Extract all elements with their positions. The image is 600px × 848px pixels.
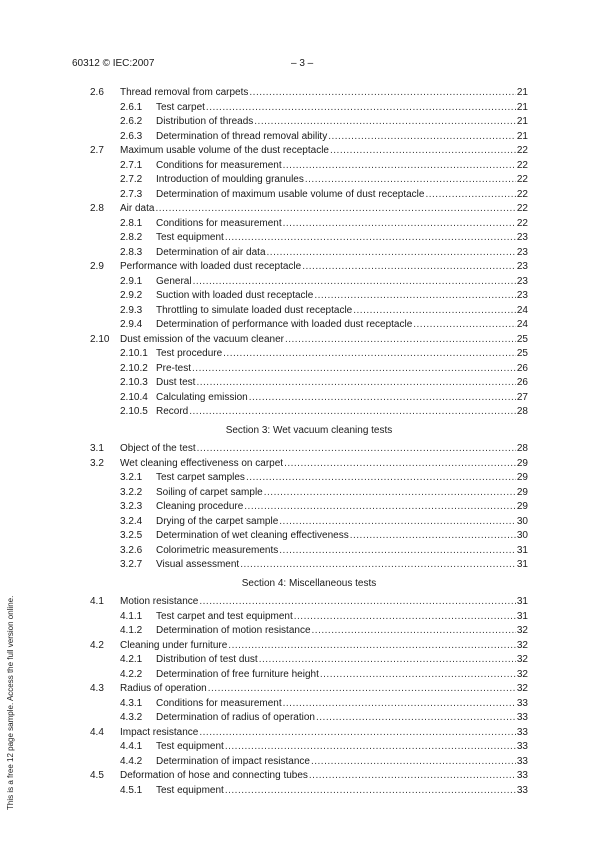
dot-leader — [353, 304, 516, 319]
toc-entry-number: 2.8.1 — [120, 217, 143, 229]
toc-entry-page: 22 — [516, 174, 528, 185]
toc-entry[interactable] — [90, 769, 528, 784]
dot-leader — [314, 289, 516, 304]
toc-entry-page: 24 — [516, 319, 528, 330]
toc-entry[interactable] — [90, 130, 528, 145]
toc-entry[interactable] — [90, 144, 528, 159]
toc-entry-page: 32 — [516, 683, 528, 694]
toc-entry[interactable] — [90, 362, 528, 377]
standard-reference: 60312 © IEC:2007 — [72, 58, 155, 69]
toc-entry-number: 4.3 — [90, 683, 104, 694]
dot-leader — [413, 318, 516, 333]
toc-entry-title: Performance with loaded dust receptacle — [120, 261, 302, 272]
toc-entry-number: 4.1.1 — [120, 610, 143, 622]
toc-entry[interactable] — [90, 217, 528, 232]
toc-entry-page: 21 — [516, 130, 528, 142]
toc-entry-title: Visual assessment — [156, 559, 240, 570]
toc-entry[interactable] — [90, 347, 528, 362]
toc-entry-page: 33 — [516, 784, 528, 796]
toc-entry-title: Calculating emission — [156, 391, 248, 403]
dot-leader — [264, 486, 516, 501]
toc-entry[interactable] — [90, 246, 528, 261]
toc-entry-title: Air data — [120, 203, 155, 214]
toc-entry-page: 33 — [516, 712, 528, 723]
dot-leader — [283, 217, 516, 232]
toc-entry-title: Drying of the carpet sample — [156, 515, 279, 527]
toc-entry-number: 2.10.4 — [120, 391, 148, 403]
dot-leader — [328, 130, 516, 145]
toc-entry[interactable] — [90, 457, 528, 472]
dot-leader — [311, 755, 516, 770]
toc-entry-number: 3.2 — [90, 457, 104, 469]
toc-entry-title: Impact resistance — [120, 726, 199, 738]
toc-entry-page: 22 — [516, 145, 528, 156]
toc-entry-page: 32 — [516, 639, 528, 651]
toc-entry-number: 4.4.1 — [120, 741, 143, 752]
toc-entry-page: 28 — [516, 443, 528, 454]
toc-entry-page: 26 — [516, 377, 528, 388]
toc-entry-page: 33 — [516, 726, 528, 738]
toc-entry-title: Test procedure — [156, 348, 223, 359]
toc-entry-title: Test equipment — [156, 741, 224, 752]
toc-entry-number: 2.6.3 — [120, 130, 143, 142]
toc-entry-page: 22 — [516, 159, 528, 171]
toc-entry-page: 26 — [516, 362, 528, 374]
toc-entry-title: Determination of air data — [156, 246, 266, 258]
toc-entry-page: 23 — [516, 275, 528, 287]
toc-entry-title: Test carpet — [156, 101, 205, 113]
toc-entry-title: Cleaning procedure — [156, 501, 244, 512]
dot-leader — [189, 405, 516, 420]
dot-leader — [208, 682, 516, 697]
dot-leader — [425, 188, 515, 203]
toc-entry[interactable] — [90, 318, 528, 333]
toc-block-section-4 — [90, 595, 528, 798]
dot-leader — [225, 231, 516, 246]
toc-entry-title: Record — [156, 406, 189, 417]
toc-entry[interactable] — [90, 784, 528, 799]
toc-entry-number: 4.5 — [90, 770, 104, 781]
dot-leader — [330, 144, 516, 159]
toc-entry[interactable] — [90, 639, 528, 654]
toc-entry-page: 31 — [516, 544, 528, 556]
dot-leader — [240, 558, 516, 573]
dot-leader — [283, 159, 516, 174]
toc-entry-title: Soiling of carpet sample — [156, 486, 263, 498]
toc-entry-number: 2.8 — [90, 203, 104, 214]
sample-notice: This is a free 12 page sample. Access the full version online. — [6, 595, 15, 810]
dot-leader — [294, 610, 516, 625]
toc-entry[interactable] — [90, 486, 528, 501]
toc-entry-title: Test equipment — [156, 232, 224, 243]
toc-entry-title: Determination of maximum usable volume of dust receptacle — [156, 188, 425, 200]
toc-entry-page: 23 — [516, 261, 528, 272]
dot-leader — [309, 769, 516, 784]
toc-entry[interactable] — [90, 558, 528, 573]
toc-entry-number: 2.6 — [90, 87, 104, 98]
toc-entry[interactable] — [90, 275, 528, 290]
toc-entry-number: 2.9.1 — [120, 275, 143, 287]
dot-leader — [155, 202, 515, 217]
toc-entry-page: 23 — [516, 290, 528, 301]
toc-entry-title: Test carpet samples — [156, 472, 245, 483]
dot-leader — [223, 347, 516, 362]
toc-entry-title: Dust test — [156, 377, 196, 388]
dot-leader — [302, 260, 516, 275]
dot-leader — [199, 595, 516, 610]
toc-entry-number: 3.2.1 — [120, 472, 143, 483]
toc-entry-title: Determination of thread removal ability — [156, 130, 328, 142]
toc-entry[interactable] — [90, 159, 528, 174]
toc-entry-number: 4.3.2 — [120, 712, 143, 723]
toc-entry-number: 2.8.2 — [120, 232, 143, 243]
toc-entry[interactable] — [90, 711, 528, 726]
toc-entry[interactable] — [90, 188, 528, 203]
section-3-heading: Section 3: Wet vacuum cleaning tests — [225, 424, 393, 436]
toc-entry-title: Pre-test — [156, 362, 192, 374]
toc-entry[interactable] — [90, 471, 528, 486]
dot-leader — [259, 653, 516, 668]
toc-entry-title: Radius of operation — [120, 683, 207, 694]
toc-entry-title: Throttling to simulate loaded dust receptacle — [156, 304, 353, 316]
toc-entry-page: 31 — [516, 559, 528, 570]
dot-leader — [316, 711, 516, 726]
toc-entry[interactable] — [90, 376, 528, 391]
toc-entry-number: 2.7.1 — [120, 159, 143, 171]
toc-entry-title: Wet cleaning effectiveness on carpet — [120, 457, 284, 469]
toc-entry-title: Determination of free furniture height — [156, 668, 319, 680]
toc-block-section-3 — [90, 442, 528, 573]
toc-entry-number: 2.6.2 — [120, 116, 143, 127]
dot-leader — [249, 86, 515, 101]
toc-entry-title: Conditions for measurement — [156, 697, 282, 709]
toc-entry-title: Object of the test — [120, 443, 196, 454]
toc-entry-title: Introduction of moulding granules — [156, 174, 304, 185]
dot-leader — [197, 442, 516, 457]
dot-leader — [199, 726, 516, 741]
toc-entry-title: Suction with loaded dust receptacle — [156, 290, 314, 301]
table-of-contents — [90, 86, 528, 798]
toc-entry[interactable] — [90, 86, 528, 101]
toc-entry-number: 2.10.1 — [120, 348, 148, 359]
toc-entry[interactable] — [90, 595, 528, 610]
toc-entry-page: 30 — [516, 515, 528, 527]
dot-leader — [279, 544, 516, 559]
toc-entry[interactable] — [90, 304, 528, 319]
dot-leader — [267, 246, 516, 261]
toc-entry-number: 2.8.3 — [120, 246, 143, 258]
toc-entry-page: 29 — [516, 472, 528, 483]
toc-entry-page: 30 — [516, 530, 528, 541]
toc-entry-number: 4.3.1 — [120, 697, 143, 709]
toc-entry-number: 2.9 — [90, 261, 104, 272]
toc-entry-number: 4.2.1 — [120, 654, 143, 665]
toc-entry-number: 2.10.2 — [120, 362, 148, 374]
dot-leader — [225, 740, 516, 755]
toc-entry-number: 4.4.2 — [120, 755, 143, 767]
toc-entry[interactable] — [90, 668, 528, 683]
toc-entry-number: 2.10.5 — [120, 406, 148, 417]
dot-leader — [279, 515, 516, 530]
toc-entry-title: Determination of impact resistance — [156, 755, 310, 767]
toc-entry-number: 2.10.3 — [120, 377, 148, 388]
toc-entry-title: Determination of wet cleaning effectiveness — [156, 530, 349, 541]
toc-entry-number: 4.4 — [90, 726, 104, 738]
dot-leader — [192, 362, 516, 377]
toc-entry[interactable] — [90, 653, 528, 668]
toc-entry-title: Motion resistance — [120, 596, 199, 607]
toc-entry-page: 29 — [516, 486, 528, 498]
toc-entry-number: 3.2.2 — [120, 486, 143, 498]
dot-leader — [225, 784, 516, 799]
toc-entry[interactable] — [90, 289, 528, 304]
toc-entry-number: 2.7.2 — [120, 174, 143, 185]
toc-entry-title: Colorimetric measurements — [156, 544, 279, 556]
toc-entry[interactable] — [90, 682, 528, 697]
toc-entry[interactable] — [90, 529, 528, 544]
toc-entry[interactable] — [90, 726, 528, 741]
toc-entry-page: 21 — [516, 116, 528, 127]
dot-leader — [228, 639, 516, 654]
toc-entry[interactable] — [90, 697, 528, 712]
page-number: – 3 – — [291, 58, 314, 69]
toc-entry-page: 29 — [516, 457, 528, 469]
toc-entry[interactable] — [90, 101, 528, 116]
toc-entry-number: 2.9.4 — [120, 319, 143, 330]
dot-leader — [305, 173, 516, 188]
toc-entry[interactable] — [90, 115, 528, 130]
toc-entry-number: 3.2.6 — [120, 544, 143, 556]
toc-entry-title: Deformation of hose and connecting tubes — [120, 770, 308, 781]
dot-leader — [246, 471, 516, 486]
toc-entry-title: Conditions for measurement — [156, 159, 282, 171]
toc-block-section-2 — [90, 86, 528, 420]
toc-entry-title: Distribution of test dust — [156, 654, 258, 665]
toc-entry-number: 3.2.7 — [120, 559, 143, 570]
toc-entry-number: 2.9.2 — [120, 290, 143, 301]
toc-entry-number: 4.2 — [90, 639, 104, 651]
toc-entry-page: 22 — [516, 203, 528, 214]
toc-entry[interactable] — [90, 173, 528, 188]
toc-entry-page: 25 — [516, 348, 528, 359]
toc-entry-number: 3.2.5 — [120, 530, 143, 541]
dot-leader — [285, 333, 516, 348]
toc-entry-title: Test equipment — [156, 784, 224, 796]
toc-entry[interactable] — [90, 544, 528, 559]
toc-entry-page: 32 — [516, 654, 528, 665]
toc-entry-number: 3.2.4 — [120, 515, 143, 527]
toc-entry-page: 22 — [516, 217, 528, 229]
dot-leader — [244, 500, 516, 515]
toc-entry-page: 21 — [516, 101, 528, 113]
toc-entry[interactable] — [90, 391, 528, 406]
toc-entry-page: 22 — [516, 188, 528, 200]
toc-entry-page: 33 — [516, 770, 528, 781]
toc-entry-page: 24 — [516, 304, 528, 316]
dot-leader — [249, 391, 516, 406]
dot-leader — [320, 668, 516, 683]
toc-entry-page: 33 — [516, 741, 528, 752]
toc-entry-page: 27 — [516, 391, 528, 403]
toc-entry-page: 31 — [516, 610, 528, 622]
toc-entry-title: Test carpet and test equipment — [156, 610, 293, 622]
dot-leader — [193, 275, 516, 290]
toc-entry[interactable] — [90, 755, 528, 770]
toc-entry-page: 23 — [516, 232, 528, 243]
toc-entry-title: Maximum usable volume of the dust receptacle — [120, 145, 329, 156]
toc-entry[interactable] — [90, 202, 528, 217]
toc-entry-page: 32 — [516, 625, 528, 636]
toc-entry-number: 3.1 — [90, 443, 104, 454]
dot-leader — [284, 457, 516, 472]
dot-leader — [196, 376, 515, 391]
dot-leader — [350, 529, 516, 544]
toc-entry-number: 2.7.3 — [120, 188, 143, 200]
toc-entry[interactable] — [90, 405, 528, 420]
toc-entry-page: 28 — [516, 406, 528, 417]
toc-entry-number: 2.7 — [90, 145, 104, 156]
toc-entry[interactable] — [90, 624, 528, 639]
toc-entry-page: 21 — [516, 87, 528, 98]
dot-leader — [206, 101, 516, 116]
toc-entry-number: 3.2.3 — [120, 501, 143, 512]
dot-leader — [312, 624, 516, 639]
toc-entry-page: 32 — [516, 668, 528, 680]
toc-entry-page: 29 — [516, 501, 528, 512]
toc-entry[interactable] — [90, 515, 528, 530]
toc-entry-number: 4.1 — [90, 596, 104, 607]
toc-entry-page: 33 — [516, 697, 528, 709]
toc-entry-page: 23 — [516, 246, 528, 258]
toc-entry[interactable] — [90, 610, 528, 625]
toc-entry[interactable] — [90, 500, 528, 515]
dot-leader — [283, 697, 516, 712]
toc-entry-page: 31 — [516, 596, 528, 607]
toc-entry-title: Determination of motion resistance — [156, 625, 311, 636]
dot-leader — [254, 115, 516, 130]
toc-entry-title: Determination of radius of operation — [156, 712, 315, 723]
toc-entry[interactable] — [90, 740, 528, 755]
toc-entry[interactable] — [90, 231, 528, 246]
toc-entry-title: Cleaning under furniture — [120, 639, 228, 651]
toc-entry-page: 33 — [516, 755, 528, 767]
toc-entry[interactable] — [90, 442, 528, 457]
toc-entry-number: 4.1.2 — [120, 625, 143, 636]
toc-entry[interactable] — [90, 333, 528, 348]
section-4-heading: Section 4: Miscellaneous tests — [241, 577, 377, 589]
toc-entry-title: Determination of performance with loaded dust receptacle — [156, 319, 413, 330]
toc-entry-number: 4.5.1 — [120, 784, 143, 796]
toc-entry-number: 2.6.1 — [120, 101, 143, 113]
toc-entry-number: 4.2.2 — [120, 668, 143, 680]
toc-entry-number: 2.9.3 — [120, 304, 143, 316]
toc-entry-number: 2.10 — [90, 333, 110, 345]
toc-entry-title: Distribution of threads — [156, 116, 254, 127]
toc-entry-title: Conditions for measurement — [156, 217, 282, 229]
toc-entry-page: 25 — [516, 333, 528, 345]
toc-entry-title: Thread removal from carpets — [120, 87, 249, 98]
toc-entry[interactable] — [90, 260, 528, 275]
toc-entry-title: Dust emission of the vacuum cleaner — [120, 333, 284, 345]
toc-entry-title: General — [156, 275, 192, 287]
